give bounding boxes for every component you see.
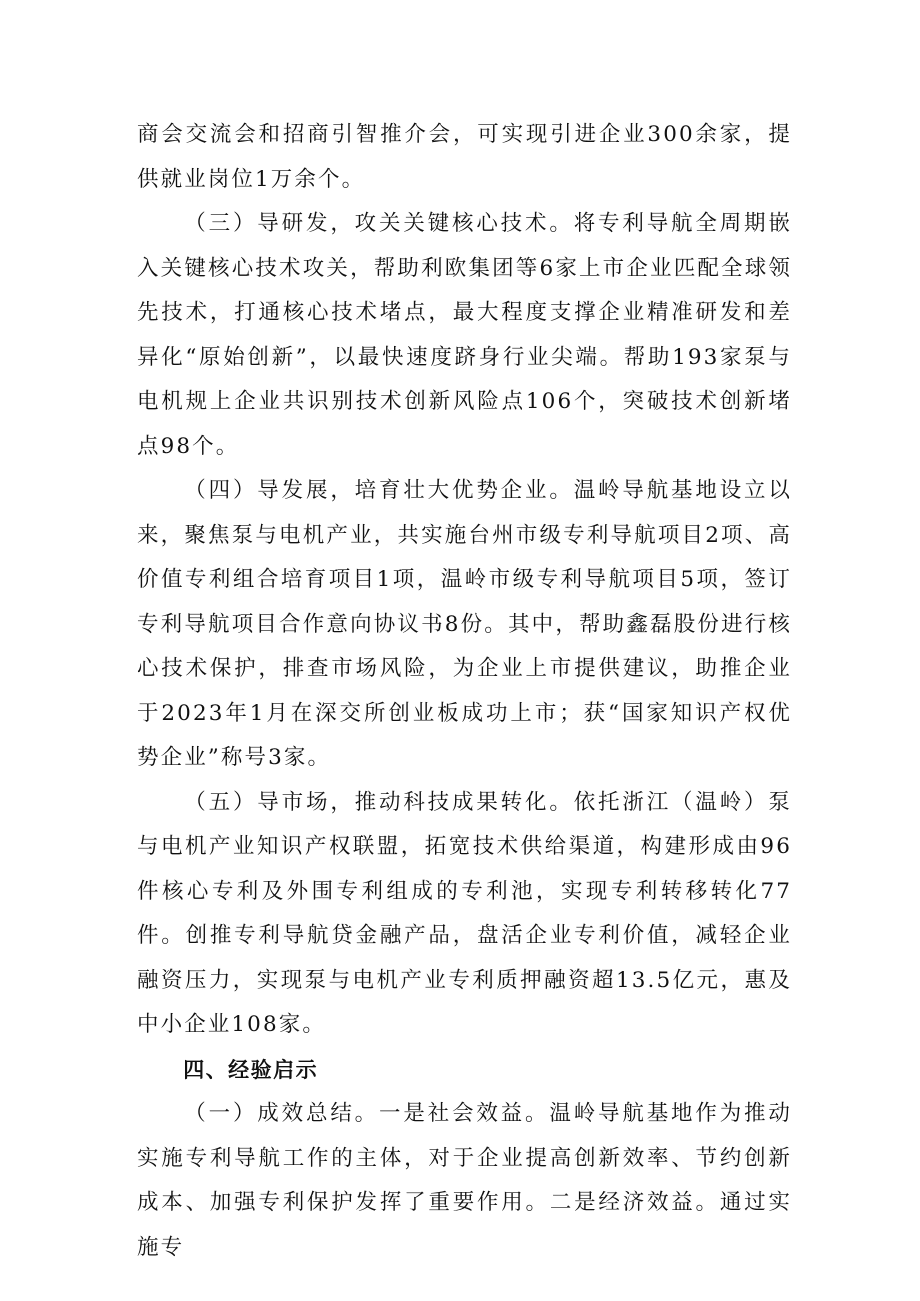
- section-heading-experience: 四、经验启示: [183, 1057, 319, 1082]
- paragraph-section-4: （四）导发展，培育壮大优势企业。温岭导航基地设立以来，聚焦泵与电机产业，共实施台州市级专利导航项目2项、高价值专利组合培育项目1项，温岭市级专利导航项目5项，签订专利导航项目合作意向协议书8份。其中，帮助鑫磊股份进行核心技术保护，排查市场风险，为企业上市提供建议，助推企业于2023年1月在深交所创业板成功上市；获“国家知识产权优势企业”称号3家。: [137, 478, 792, 770]
- document-body: [137, 113, 792, 1270]
- paragraph-effect-summary: （一）成效总结。一是社会效益。温岭导航基地作为推动实施专利导航工作的主体，对于企业提高创新效率、节约创新成本、加强专利保护发挥了重要作用。二是经济效益。通过实施专: [137, 1101, 792, 1260]
- paragraph-section-5: （五）导市场，推动科技成果转化。依托浙江（温岭）泵与电机产业知识产权联盟，拓宽技术供给渠道，构建形成由96件核心专利及外围专利组成的专利池，实现专利转移转化77件。创推专利导航贷金融产品，盘活企业专利价值，减轻企业融资压力，实现泵与电机产业专利质押融资超13.5亿元，惠及中小企业108家。: [137, 789, 792, 1037]
- paragraph-continuation: 商会交流会和招商引智推介会，可实现引进企业300余家，提供就业岗位1万余个。: [137, 122, 792, 192]
- paragraph-section-3: （三）导研发，攻关关键核心技术。将专利导航全周期嵌入关键核心技术攻关，帮助利欧集团等6家上市企业匹配全球领先技术，打通核心技术堵点，最大程度支撑企业精准研发和差异化“原始创新”，以最快速度跻身行业尖端。帮助193家泵与电机规上企业共识别技术创新风险点106个，突破技术创新堵点98个。: [137, 211, 792, 459]
